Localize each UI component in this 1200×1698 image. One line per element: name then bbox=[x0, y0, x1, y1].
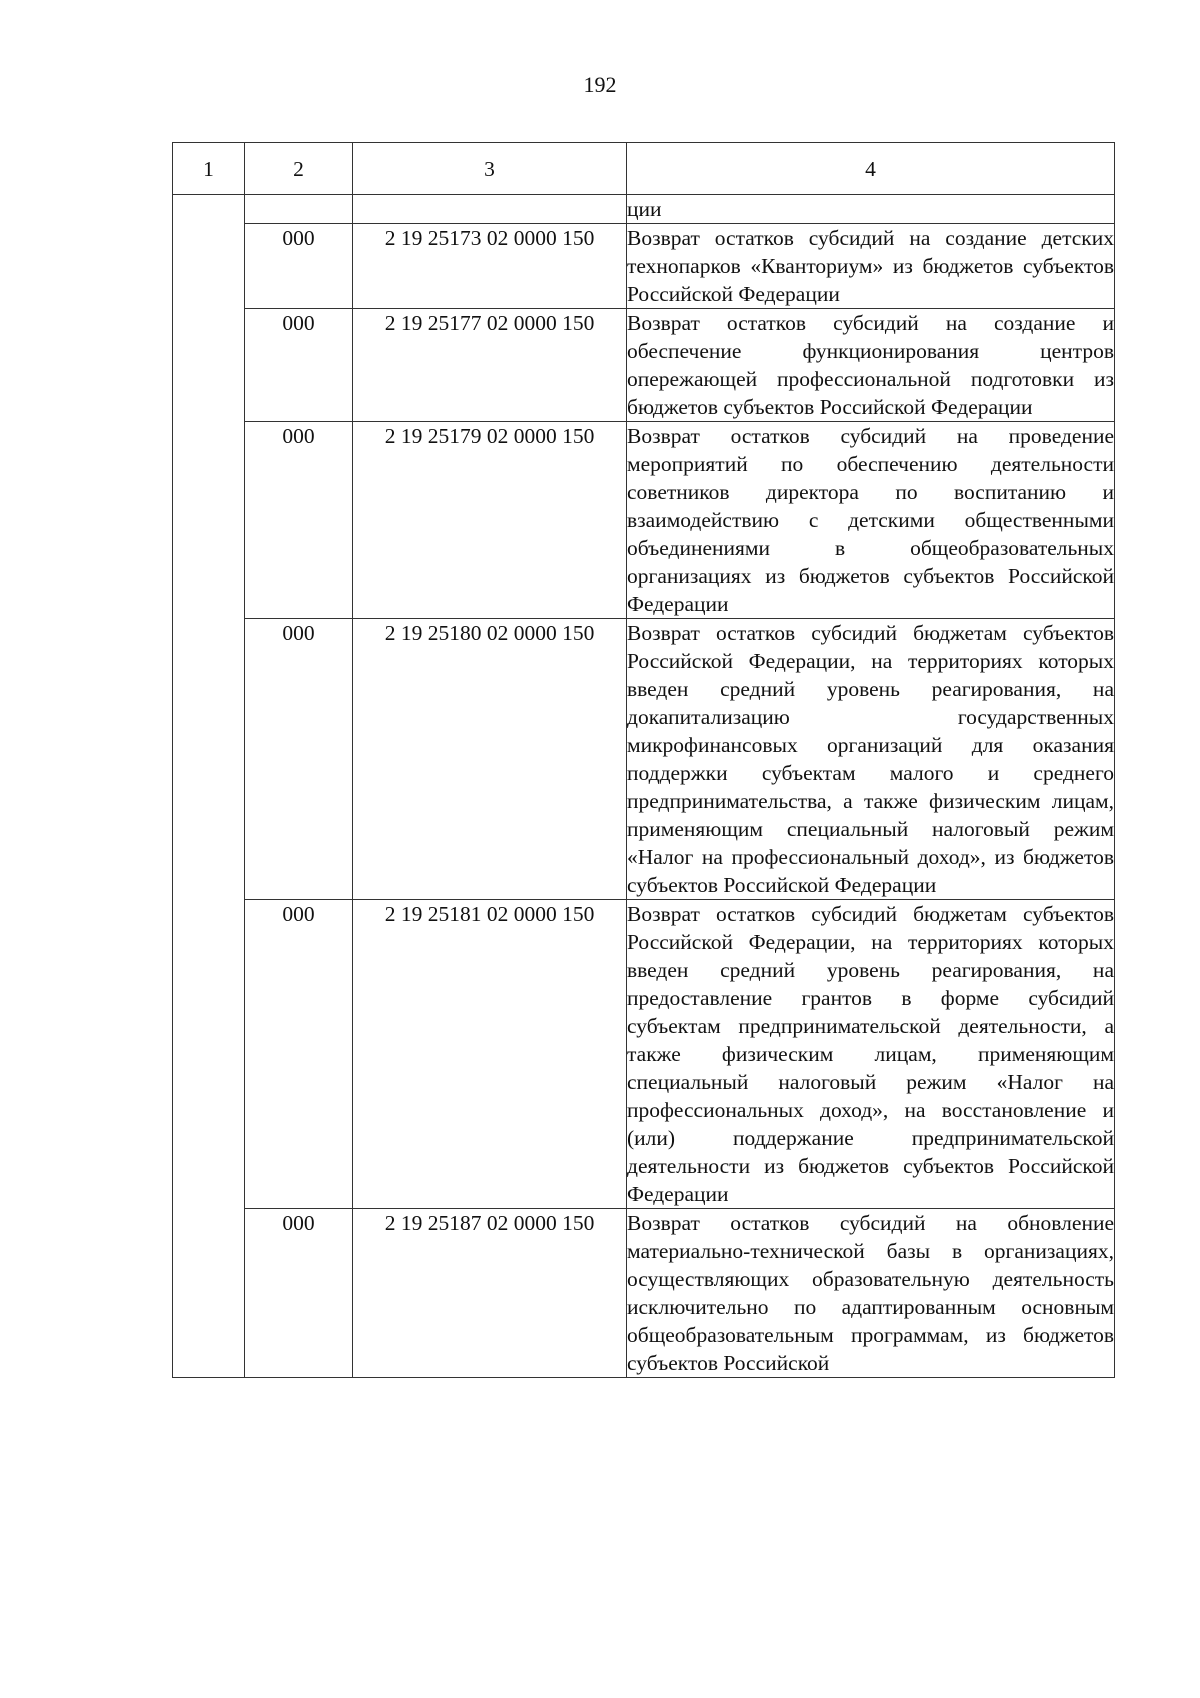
table-row bbox=[173, 422, 1115, 619]
column-header-3: 3 bbox=[353, 143, 627, 195]
row-number-cell bbox=[173, 619, 245, 900]
description-cell: ции bbox=[627, 195, 1115, 224]
row-number-cell bbox=[173, 309, 245, 422]
description-cell: Возврат остатков субсидий на проведение мероприятий по обеспечению деятельности советников директора по воспитанию и взаимодействию с детскими общественными объединениями в общеобразовательных организациях из бюджетов субъектов Российской Федерации bbox=[627, 422, 1115, 619]
admin-code-cell bbox=[245, 195, 353, 224]
description-cell: Возврат остатков субсидий на создание детских технопарков «Кванториум» из бюджетов субъектов Российской Федерации bbox=[627, 224, 1115, 309]
kbk-cell: 2 19 25179 02 0000 150 bbox=[353, 422, 627, 619]
kbk-cell: 2 19 25180 02 0000 150 bbox=[353, 619, 627, 900]
table-row bbox=[173, 1209, 1115, 1378]
table-row bbox=[173, 619, 1115, 900]
description-cell: Возврат остатков субсидий на обновление материально-технической базы в организациях, осуществляющих образовательную деятельность исключительно по адаптированным основным общеобразовательным программам, из бюджетов субъектов Российской bbox=[627, 1209, 1115, 1378]
row-number-cell bbox=[173, 422, 245, 619]
description-cell: Возврат остатков субсидий на создание и обеспечение функционирования центров опережающей профессиональной подготовки из бюджетов субъектов Российской Федерации bbox=[627, 309, 1115, 422]
description-cell: Возврат остатков субсидий бюджетам субъектов Российской Федерации, на территориях которых введен средний уровень реагирования, на предоставление грантов в форме субсидий субъектам предпринимательской деятельности, а также физическим лицам, применяющим специальный налоговый режим «Налог на профессиональных доход», на восстановление и (или) поддержание предпринимательской деятельности из бюджетов субъектов Российской Федерации bbox=[627, 900, 1115, 1209]
kbk-cell bbox=[353, 195, 627, 224]
admin-code-cell: 000 bbox=[245, 422, 353, 619]
description-cell: Возврат остатков субсидий бюджетам субъектов Российской Федерации, на территориях которых введен средний уровень реагирования, на докапитализацию государственных микрофинансовых организаций для оказания поддержки субъектам малого и среднего предпринимательства, а также физическим лицам, применяющим специальный налоговый режим «Налог на профессиональный доход», из бюджетов субъектов Российской Федерации bbox=[627, 619, 1115, 900]
admin-code-cell: 000 bbox=[245, 619, 353, 900]
admin-code-cell: 000 bbox=[245, 900, 353, 1209]
continuation-row bbox=[173, 195, 1115, 224]
row-number-cell bbox=[173, 195, 245, 224]
admin-code-cell: 000 bbox=[245, 224, 353, 309]
row-number-cell bbox=[173, 1209, 245, 1378]
page-number: 192 bbox=[583, 72, 617, 97]
column-header-1: 1 bbox=[173, 143, 245, 195]
kbk-cell: 2 19 25173 02 0000 150 bbox=[353, 224, 627, 309]
table-row bbox=[173, 309, 1115, 422]
admin-code-cell: 000 bbox=[245, 309, 353, 422]
kbk-cell: 2 19 25177 02 0000 150 bbox=[353, 309, 627, 422]
budget-codes-table bbox=[172, 142, 1115, 1378]
admin-code-cell: 000 bbox=[245, 1209, 353, 1378]
row-number-cell bbox=[173, 900, 245, 1209]
kbk-cell: 2 19 25181 02 0000 150 bbox=[353, 900, 627, 1209]
table-header-row bbox=[173, 143, 1115, 195]
table-row bbox=[173, 900, 1115, 1209]
column-header-4: 4 bbox=[627, 143, 1115, 195]
row-number-cell bbox=[173, 224, 245, 309]
column-header-2: 2 bbox=[245, 143, 353, 195]
kbk-cell: 2 19 25187 02 0000 150 bbox=[353, 1209, 627, 1378]
table-row bbox=[173, 224, 1115, 309]
